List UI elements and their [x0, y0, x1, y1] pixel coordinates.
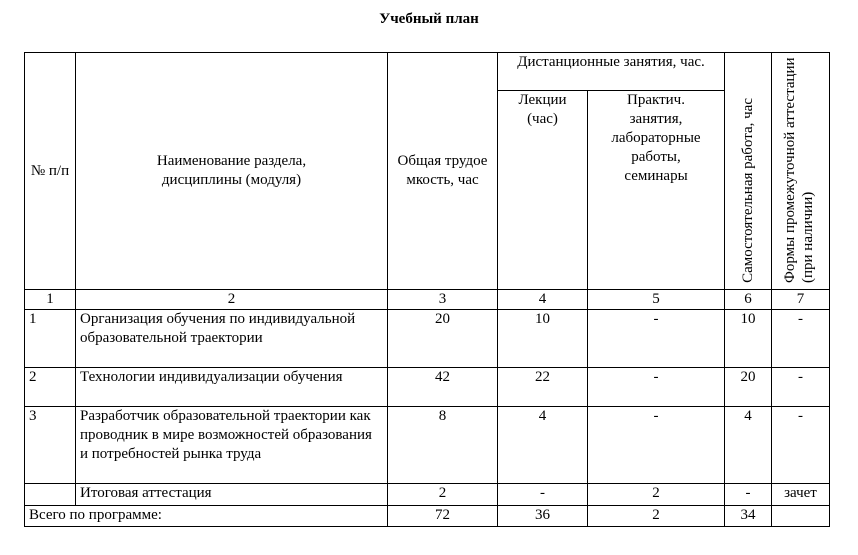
table-row: [25, 484, 830, 506]
row-practice: -: [588, 407, 725, 484]
row-total: 2: [388, 484, 498, 506]
curriculum-table: [24, 52, 830, 527]
row-total: 42: [388, 368, 498, 407]
header-num-text: № п/п: [30, 162, 70, 179]
row-self: 20: [725, 368, 772, 407]
header-remote: [498, 53, 725, 91]
row-num: 1: [25, 310, 76, 368]
row-total: 8: [388, 407, 498, 484]
header-self-work-text: Самостоятельная работа, час: [740, 98, 756, 283]
total-label: Всего по программе:: [25, 506, 388, 527]
row-practice: -: [588, 368, 725, 407]
col-number: 6: [725, 290, 772, 310]
row-form: -: [772, 368, 830, 407]
header-total: [388, 53, 498, 290]
row-num: 2: [25, 368, 76, 407]
row-lectures: 22: [498, 368, 588, 407]
header-attestation: [772, 53, 830, 290]
col-number: 1: [25, 290, 76, 310]
header-practice-text: Практич. занятия, лабораторные работы, семинары: [611, 92, 701, 185]
header-self-work: [725, 53, 772, 290]
row-num: 3: [25, 407, 76, 484]
header-lectures: [498, 91, 588, 290]
header-name-text: Наименование раздела, дисциплины (модуля): [156, 153, 307, 188]
header-practice: [588, 91, 725, 290]
row-practice: 2: [588, 484, 725, 506]
total-row: [25, 506, 830, 527]
total-lectures: 36: [498, 506, 588, 527]
header-row: [25, 53, 830, 91]
total-self: 34: [725, 506, 772, 527]
row-form: -: [772, 310, 830, 368]
header-num: [25, 53, 76, 290]
row-lectures: -: [498, 484, 588, 506]
row-name: Итоговая аттестация: [76, 484, 388, 506]
row-practice: -: [588, 310, 725, 368]
col-number: 2: [76, 290, 388, 310]
column-number-row: [25, 290, 830, 310]
total-practice: 2: [588, 506, 725, 527]
row-name: Технологии индивидуализации обучения: [76, 368, 388, 407]
row-self: 4: [725, 407, 772, 484]
table-row: [25, 407, 830, 484]
row-self: 10: [725, 310, 772, 368]
row-form: зачет: [772, 484, 830, 506]
col-number: 3: [388, 290, 498, 310]
row-name: Разработчик образовательной траектории как проводник в мире возможностей образования и потребностей рынка труда: [76, 407, 388, 484]
page-title: Учебный план: [379, 11, 479, 27]
row-lectures: 10: [498, 310, 588, 368]
header-total-text: Общая трудоемкость, час: [397, 153, 488, 188]
row-self: -: [725, 484, 772, 506]
row-lectures: 4: [498, 407, 588, 484]
header-remote-text: Дистанционные занятия, час.: [517, 54, 705, 70]
table-row: [25, 310, 830, 368]
total-hours: 72: [388, 506, 498, 527]
row-total: 20: [388, 310, 498, 368]
row-num: [25, 484, 76, 506]
total-form: [772, 506, 830, 527]
header-name: [76, 53, 388, 290]
table-row: [25, 368, 830, 407]
row-name: Организация обучения по индивидуальной образовательной траектории: [76, 310, 388, 368]
col-number: 7: [772, 290, 830, 310]
header-attestation-text: Формы промежуточной аттестации (при наличии): [781, 57, 816, 283]
row-form: -: [772, 407, 830, 484]
header-lectures-text: Лекции (час): [518, 92, 567, 128]
col-number: 4: [498, 290, 588, 310]
col-number: 5: [588, 290, 725, 310]
